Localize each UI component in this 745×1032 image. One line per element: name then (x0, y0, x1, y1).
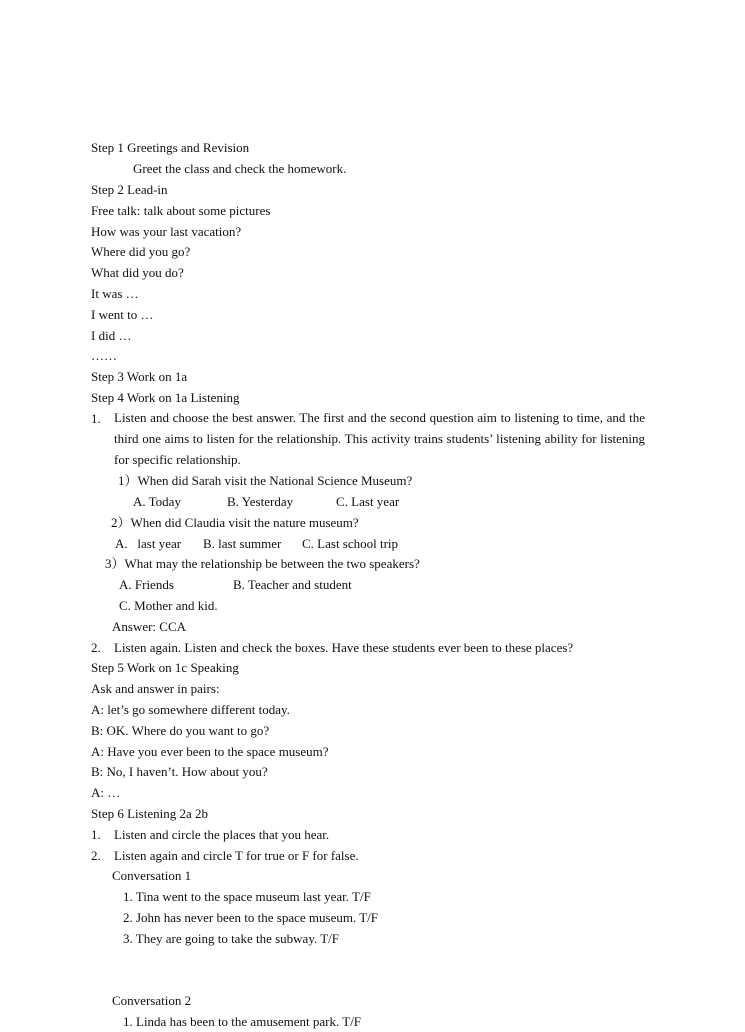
dialogue-line-5: A: … (91, 785, 121, 800)
step1-heading: Step 1 Greetings and Revision (91, 140, 250, 155)
sentence-i-went: I went to … (91, 307, 154, 322)
conversation-2-item-1: 1. Linda has been to the amusement park. T/F (123, 1014, 362, 1029)
step3-heading: Step 3 Work on 1a (91, 369, 188, 384)
question-3-option-b: B. Teacher and student (233, 577, 352, 592)
free-talk-line: Free talk: talk about some pictures (91, 203, 271, 218)
pairs-instruction: Ask and answer in pairs: (91, 681, 220, 696)
sentence-it-was: It was … (91, 286, 139, 301)
listening-item2-number: 2. (91, 848, 101, 863)
step1-text: Greet the class and check the homework. (133, 161, 347, 176)
question-2-option-a: A. last year (115, 536, 182, 551)
item2-text: Listen again. Listen and check the boxes. Have these students ever been to these places? (114, 640, 574, 655)
conversation-1-item-2: 2. John has never been to the space museum. T/F (123, 910, 379, 925)
question-what: What did you do? (91, 265, 184, 280)
step2-heading: Step 2 Lead-in (91, 182, 168, 197)
dialogue-line-2: B: OK. Where do you want to go? (91, 723, 270, 738)
item1-number: 1. (91, 411, 101, 426)
step4-heading: Step 4 Work on 1a Listening (91, 390, 240, 405)
item2-number: 2. (91, 640, 101, 655)
dialogue-line-1: A: let’s go somewhere different today. (91, 702, 290, 717)
dialogue-line-3: A: Have you ever been to the space museum? (91, 744, 329, 759)
listening-item1-text: Listen and circle the places that you hear. (114, 827, 330, 842)
step5-heading: Step 5 Work on 1c Speaking (91, 660, 239, 675)
question-2-option-c: C. Last school trip (302, 536, 399, 551)
dialogue-line-4: B: No, I haven’t. How about you? (91, 764, 268, 779)
question-where: Where did you go? (91, 244, 191, 259)
answer-line: Answer: CCA (112, 619, 187, 634)
sentence-i-did: I did … (91, 328, 132, 343)
listening-item2-text: Listen again and circle T for true or F for false. (114, 848, 359, 863)
question-1-option-b: B. Yesterday (227, 494, 294, 509)
listening-item1-number: 1. (91, 827, 101, 842)
conversation-2-heading: Conversation 2 (112, 993, 192, 1008)
question-1: 1）When did Sarah visit the National Science Museum? (118, 473, 413, 488)
question-2-option-b: B. last summer (203, 536, 282, 551)
question-3-option-a: A. Friends (119, 577, 174, 592)
question-3: 3）What may the relationship be between the two speakers? (105, 556, 420, 571)
question-3-option-c: C. Mother and kid. (119, 598, 218, 613)
conversation-1-item-1: 1. Tina went to the space museum last year. T/F (123, 889, 371, 904)
conversation-1-item-3: 3. They are going to take the subway. T/F (123, 931, 340, 946)
item1-paragraph: Listen and choose the best answer. The first and the second question aim to listening to time, and the third one aims to listen for the relationship. This activity trains students’ listening ability for listening for specific relationship. (114, 410, 645, 467)
question-1-option-a: A. Today (133, 494, 181, 509)
ellipsis-line: …… (91, 348, 117, 363)
step6-heading: Step 6 Listening 2a 2b (91, 806, 208, 821)
conversation-1-heading: Conversation 1 (112, 868, 192, 883)
question-1-option-c: C. Last year (336, 494, 400, 509)
question-vacation: How was your last vacation? (91, 224, 242, 239)
question-2: 2）When did Claudia visit the nature museum? (111, 515, 359, 530)
